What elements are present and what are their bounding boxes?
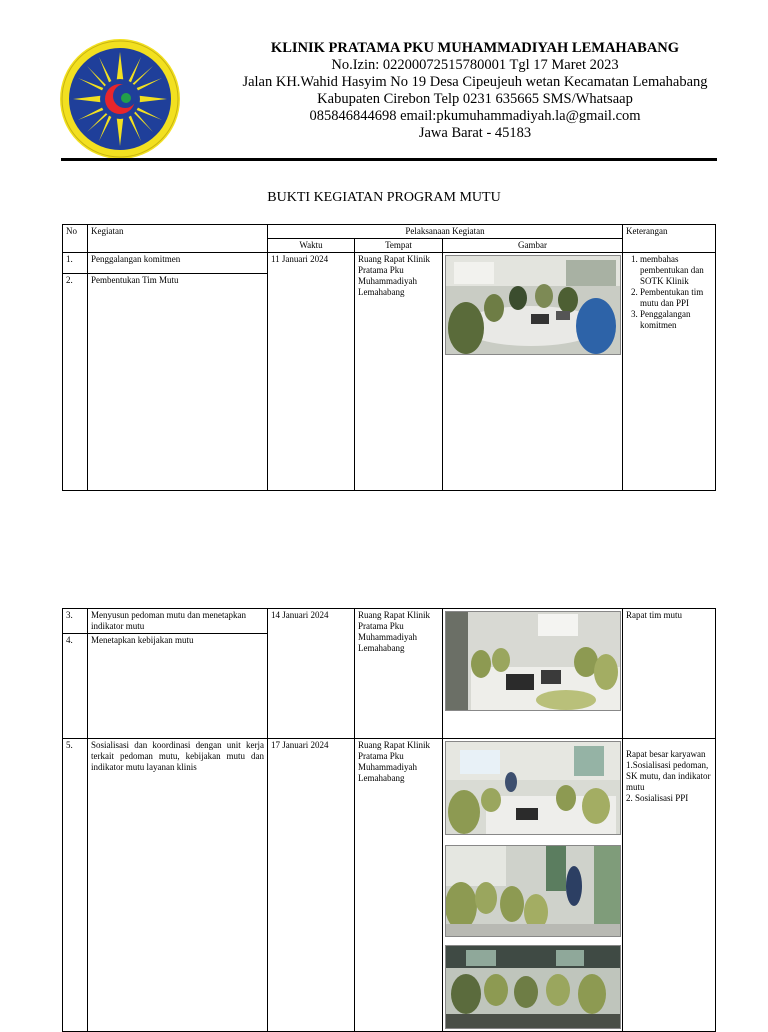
activity-place: Ruang Rapat Klinik Pratama Pku Muhammadiyah Lemahabang xyxy=(355,609,443,739)
activity-text: Penggalangan komitmen xyxy=(91,254,181,264)
clinic-address: Jalan KH.Wahid Hasyim No 19 Desa Cipeujeuh wetan Kecamatan Lemahabang xyxy=(242,74,708,90)
row-number: 2. xyxy=(63,273,87,286)
col-header-gambar: Gambar xyxy=(443,239,623,253)
meeting-photo xyxy=(445,845,621,937)
province: Jawa Barat - 45183 xyxy=(418,125,532,141)
note-item: 2. Pembentukan tim mutu dan PPI xyxy=(640,287,712,309)
activity-date: 14 Januari 2024 xyxy=(268,609,355,739)
col-header-pelaksanaan: Pelaksanaan Kegiatan xyxy=(268,225,623,239)
clinic-name: KLINIK PRATAMA PKU MUHAMMADIYAH LEMAHABANG xyxy=(270,40,680,56)
table-row xyxy=(63,739,716,1032)
meeting-photo xyxy=(445,611,621,711)
activity-date: 11 Januari 2024 xyxy=(268,253,355,491)
table-row xyxy=(63,253,716,491)
header-divider xyxy=(61,158,717,161)
col-header-kegiatan: Kegiatan xyxy=(88,225,268,253)
meeting-photo xyxy=(445,945,621,1029)
note-item: 1.Sosialisasi pedoman, SK mutu, dan indikator mutu xyxy=(626,760,711,792)
license-number: No.Izin: 02200072515780001 Tgl 17 Maret 2023 xyxy=(331,57,619,73)
row-number: 5. xyxy=(63,739,88,1032)
contact-email: 085846844698 email:pkumuhammadiyah.la@gmail.com xyxy=(309,108,641,124)
note-item: 3. Penggalangan komitmen xyxy=(640,309,712,331)
document-title: BUKTI KEGIATAN PROGRAM MUTU xyxy=(267,190,501,205)
activity-date: 17 Januari 2024 xyxy=(268,739,355,1032)
activity-text: Menyusun pedoman mutu dan menetapkan indikator mutu xyxy=(91,610,246,631)
col-header-no: No xyxy=(63,225,88,253)
activity-place: Ruang Rapat Klinik Pratama Pku Muhammadiyah Lemahabang xyxy=(355,253,443,491)
note-item: 1. membahas pembentukan dan SOTK Klinik xyxy=(640,254,712,287)
city-phone: Kabupaten Cirebon Telp 0231 635665 SMS/Whatsaap xyxy=(317,91,633,107)
note-item: 2. Sosialisasi PPI xyxy=(626,793,689,803)
activity-table-part-2 xyxy=(62,608,716,1032)
note-item: Rapat besar karyawan xyxy=(626,749,706,759)
activity-place: Ruang Rapat Klinik Pratama Pku Muhammadiyah Lemahabang xyxy=(355,739,443,1032)
note-text: Rapat tim mutu xyxy=(623,609,716,739)
clinic-logo xyxy=(59,38,181,160)
meeting-photo xyxy=(445,255,621,355)
activity-table-part-1 xyxy=(62,224,716,491)
row-number: 4. xyxy=(63,633,87,646)
col-header-keterangan: Keterangan xyxy=(623,225,716,253)
activity-text: Sosialisasi dan koordinasi dengan unit kerja terkait pedoman mutu, kebijakan mutu dan indikator mutu layanan klinis xyxy=(88,739,268,1032)
letterhead xyxy=(200,40,750,142)
row-number: 3. xyxy=(66,610,73,620)
activity-text: Menetapkan kebijakan mutu xyxy=(88,633,267,646)
activity-text: Pembentukan Tim Mutu xyxy=(88,273,267,286)
col-header-tempat: Tempat xyxy=(355,239,443,253)
row-number: 1. xyxy=(66,254,73,264)
col-header-waktu: Waktu xyxy=(268,239,355,253)
table-row xyxy=(63,609,716,739)
meeting-photo xyxy=(445,741,621,835)
